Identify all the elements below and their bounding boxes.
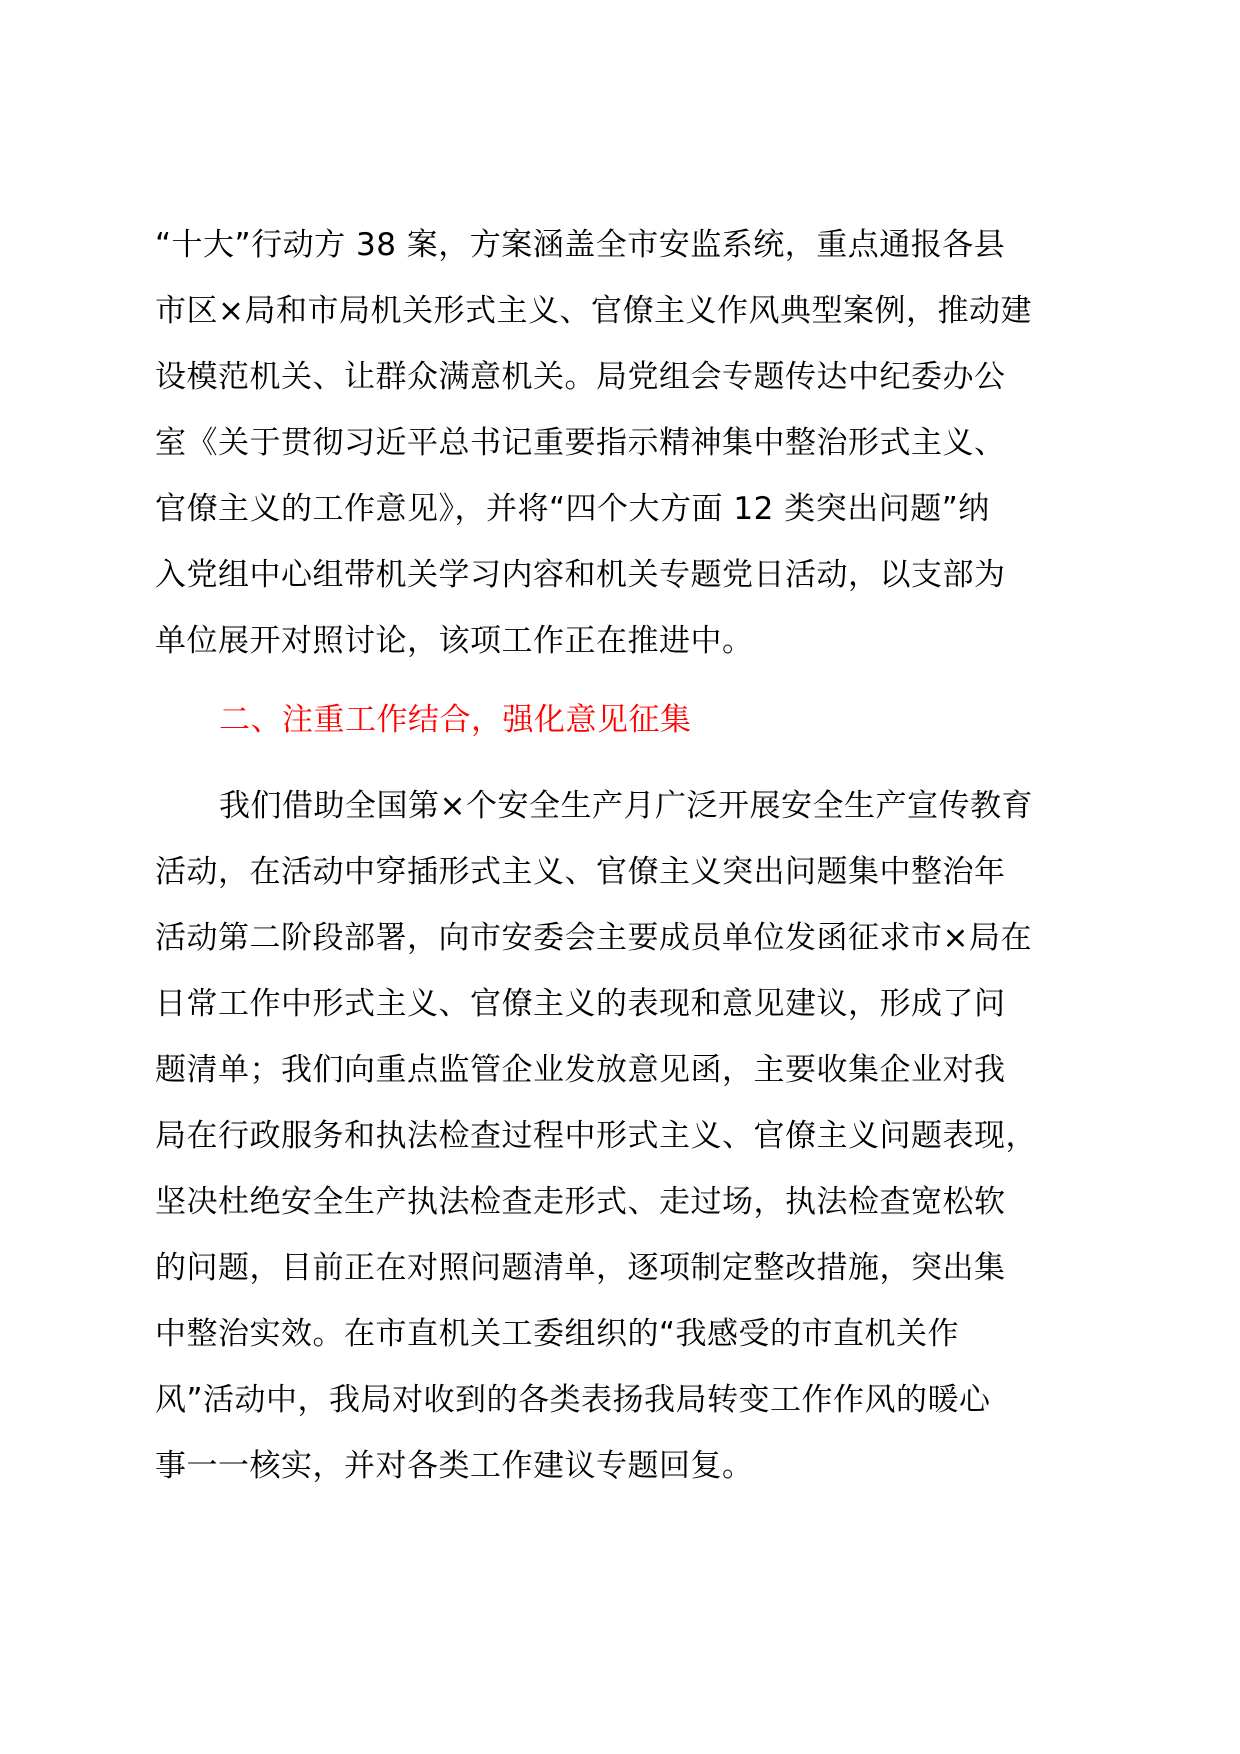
paragraph-1-line: 官僚主义的工作意见》，并将“四个大方面 12 类突出问题”纳 [155, 491, 990, 527]
paragraph-1 [155, 212, 1095, 674]
paragraph-2-line: 题清单；我们向重点监管企业发放意见函，主要收集企业对我 [155, 1052, 1006, 1088]
paragraph-2-line: 活动第二阶段部署，向市安委会主要成员单位发函征求市×局在 [155, 920, 1032, 956]
paragraph-2-line: 中整治实效。在市直机关工委组织的“我感受的市直机关作 [155, 1316, 960, 1352]
paragraph-2-line: 事一一核实，并对各类工作建议专题回复。 [155, 1448, 754, 1484]
paragraph-1-line: 市区×局和市局机关形式主义、官僚主义作风典型案例，推动建 [155, 293, 1032, 329]
paragraph-2-line: 的问题，目前正在对照问题清单，逐项制定整改措施，突出集 [155, 1250, 1006, 1286]
paragraph-1-line: 室《关于贯彻习近平总书记重要指示精神集中整治形式主义、 [155, 425, 1006, 461]
paragraph-2-line: 风”活动中，我局对收到的各类表扬我局转变工作作风的暖心 [155, 1382, 991, 1418]
section-2-heading-block [155, 687, 1095, 753]
paragraph-2-line: 坚决杜绝安全生产执法检查走形式、走过场，执法检查宽松软 [155, 1184, 1006, 1220]
section-heading: 二、注重工作结合，强化意见征集 [219, 702, 692, 738]
paragraph-2-line: 日常工作中形式主义、官僚主义的表现和意见建议，形成了问 [155, 986, 1006, 1022]
paragraph-1-line: 入党组中心组带机关学习内容和机关专题党日活动，以支部为 [155, 557, 1006, 593]
paragraph-2 [155, 773, 1095, 1499]
paragraph-1-line: “十大”行动方 38 案，方案涵盖全市安监系统，重点通报各县 [155, 227, 1006, 263]
paragraph-1-line: 设模范机关、让群众满意机关。局党组会专题传达中纪委办公 [155, 359, 1006, 395]
paragraph-2-line: 局在行政服务和执法检查过程中形式主义、官僚主义问题表现， [155, 1118, 1037, 1154]
paragraph-1-line: 单位展开对照讨论，该项工作正在推进中。 [155, 623, 754, 659]
paragraph-2-line: 活动，在活动中穿插形式主义、官僚主义突出问题集中整治年 [155, 854, 1006, 890]
paragraph-2-line: 我们借助全国第×个安全生产月广泛开展安全生产宣传教育 [219, 788, 1033, 824]
